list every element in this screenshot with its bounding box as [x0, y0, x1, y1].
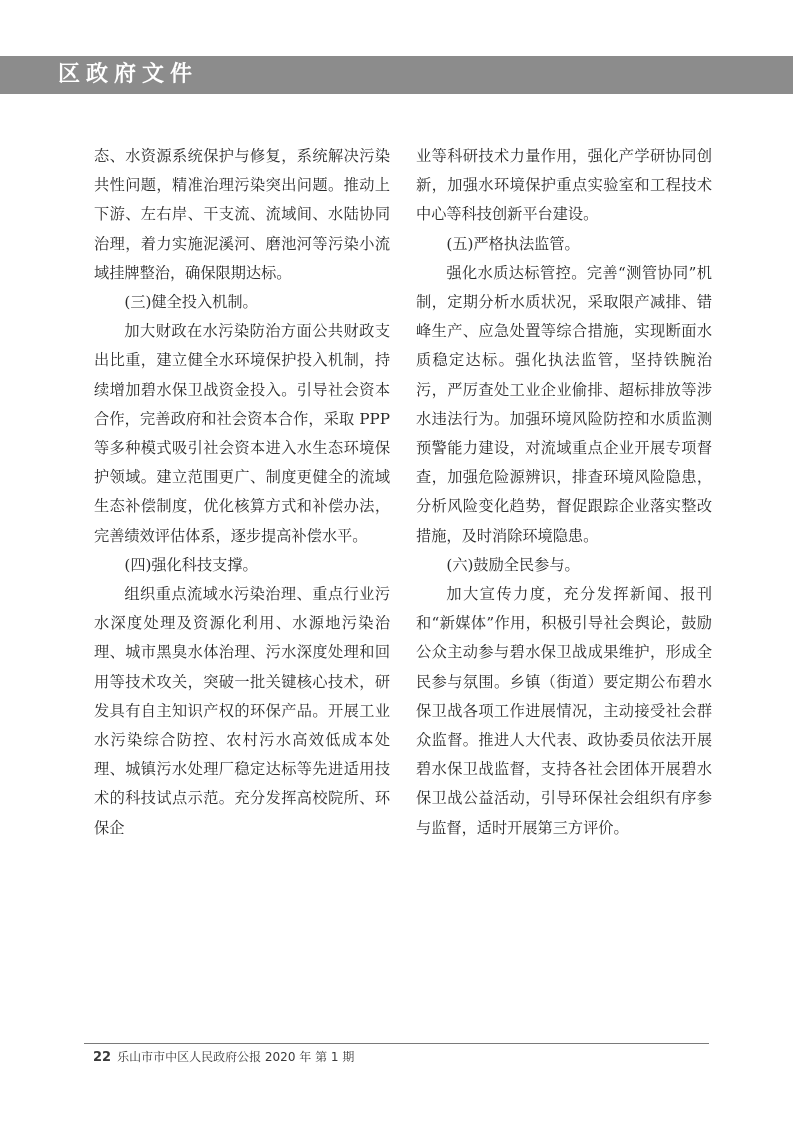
header-title: 区政府文件: [58, 62, 199, 87]
right-column: [416, 142, 712, 843]
page-footer: [93, 1049, 354, 1066]
paragraph: 业等科研技术力量作用，强化产学研协同创新，加强水环境保护重点实验室和工程技术中心等科技创新平台建设。: [416, 147, 712, 224]
page-number: 22: [93, 1050, 112, 1065]
paragraph: 强化水质达标管控。完善“测管协同”机制，定期分析水质状况，采取限产减排、错峰生产、应急处置等综合措施，实现断面水质稳定达标。强化执法监管，坚持铁腕治污，严厉查处工业企业偷排、超标排放等涉水违法行为。加强环境风险防控和水质监测预警能力建设，对流域重点企业开展专项督查，加强危险源辨识，排查环境风险隐患，分析风险变化趋势，督促跟踪企业落实整改措施，及时消除环境隐患。: [416, 263, 712, 545]
publication-title: 乐山市市中区人民政府公报 2020 年 第 1 期: [117, 1050, 355, 1064]
left-column: [94, 142, 390, 843]
paragraph: 加大财政在水污染防治方面公共财政支出比重，建立健全水环境保护投入机制，持续增加碧水保卫战资金投入。引导社会资本合作，完善政府和社会资本合作，采取 PPP 等多种模式吸引社会资本进入水生态环境保护领域。建立范围更广、制度更健全的流域生态补偿制度，优化核算方式和补偿办法，完善绩效评估体系，逐步提高补偿水平。: [94, 322, 390, 545]
section-heading: (六)鼓励全民参与。: [446, 555, 580, 574]
footer-divider: [84, 1043, 709, 1044]
paragraph: 组织重点流域水污染治理、重点行业污水深度处理及资源化利用、水源地污染治理、城市黑臭水体治理、污水深度处理和回用等技术攻关，突破一批关键核心技术，研发具有自主知识产权的环保产品。开展工业水污染综合防控、农村污水高效低成本处理、城镇污水处理厂稳定达标等先进适用技术的科技试点示范。充分发挥高校院所、环保企: [94, 585, 390, 837]
header-band: [0, 56, 793, 94]
section-heading: (四)强化科技支撑。: [124, 555, 258, 574]
paragraph: 态、水资源系统保护与修复，系统解决污染共性问题，精准治理污染突出问题。推动上下游、左右岸、干支流、流域间、水陆协同治理，着力实施泥溪河、磨池河等污染小流域挂牌整治，确保限期达标。: [94, 147, 390, 282]
section-heading: (三)健全投入机制。: [124, 293, 258, 312]
section-heading: (五)严格执法监管。: [446, 234, 580, 253]
paragraph: 加大宣传力度，充分发挥新闻、报刊和“新媒体”作用，积极引导社会舆论，鼓励公众主动参与碧水保卫战成果维护，形成全民参与氛围。乡镇（街道）要定期公布碧水保卫战各项工作进展情况，主动接受社会群众监督。推进人大代表、政协委员依法开展碧水保卫战监督，支持各社会团体开展碧水保卫战公益活动，引导环保社会组织有序参与监督，适时开展第三方评价。: [416, 585, 712, 837]
